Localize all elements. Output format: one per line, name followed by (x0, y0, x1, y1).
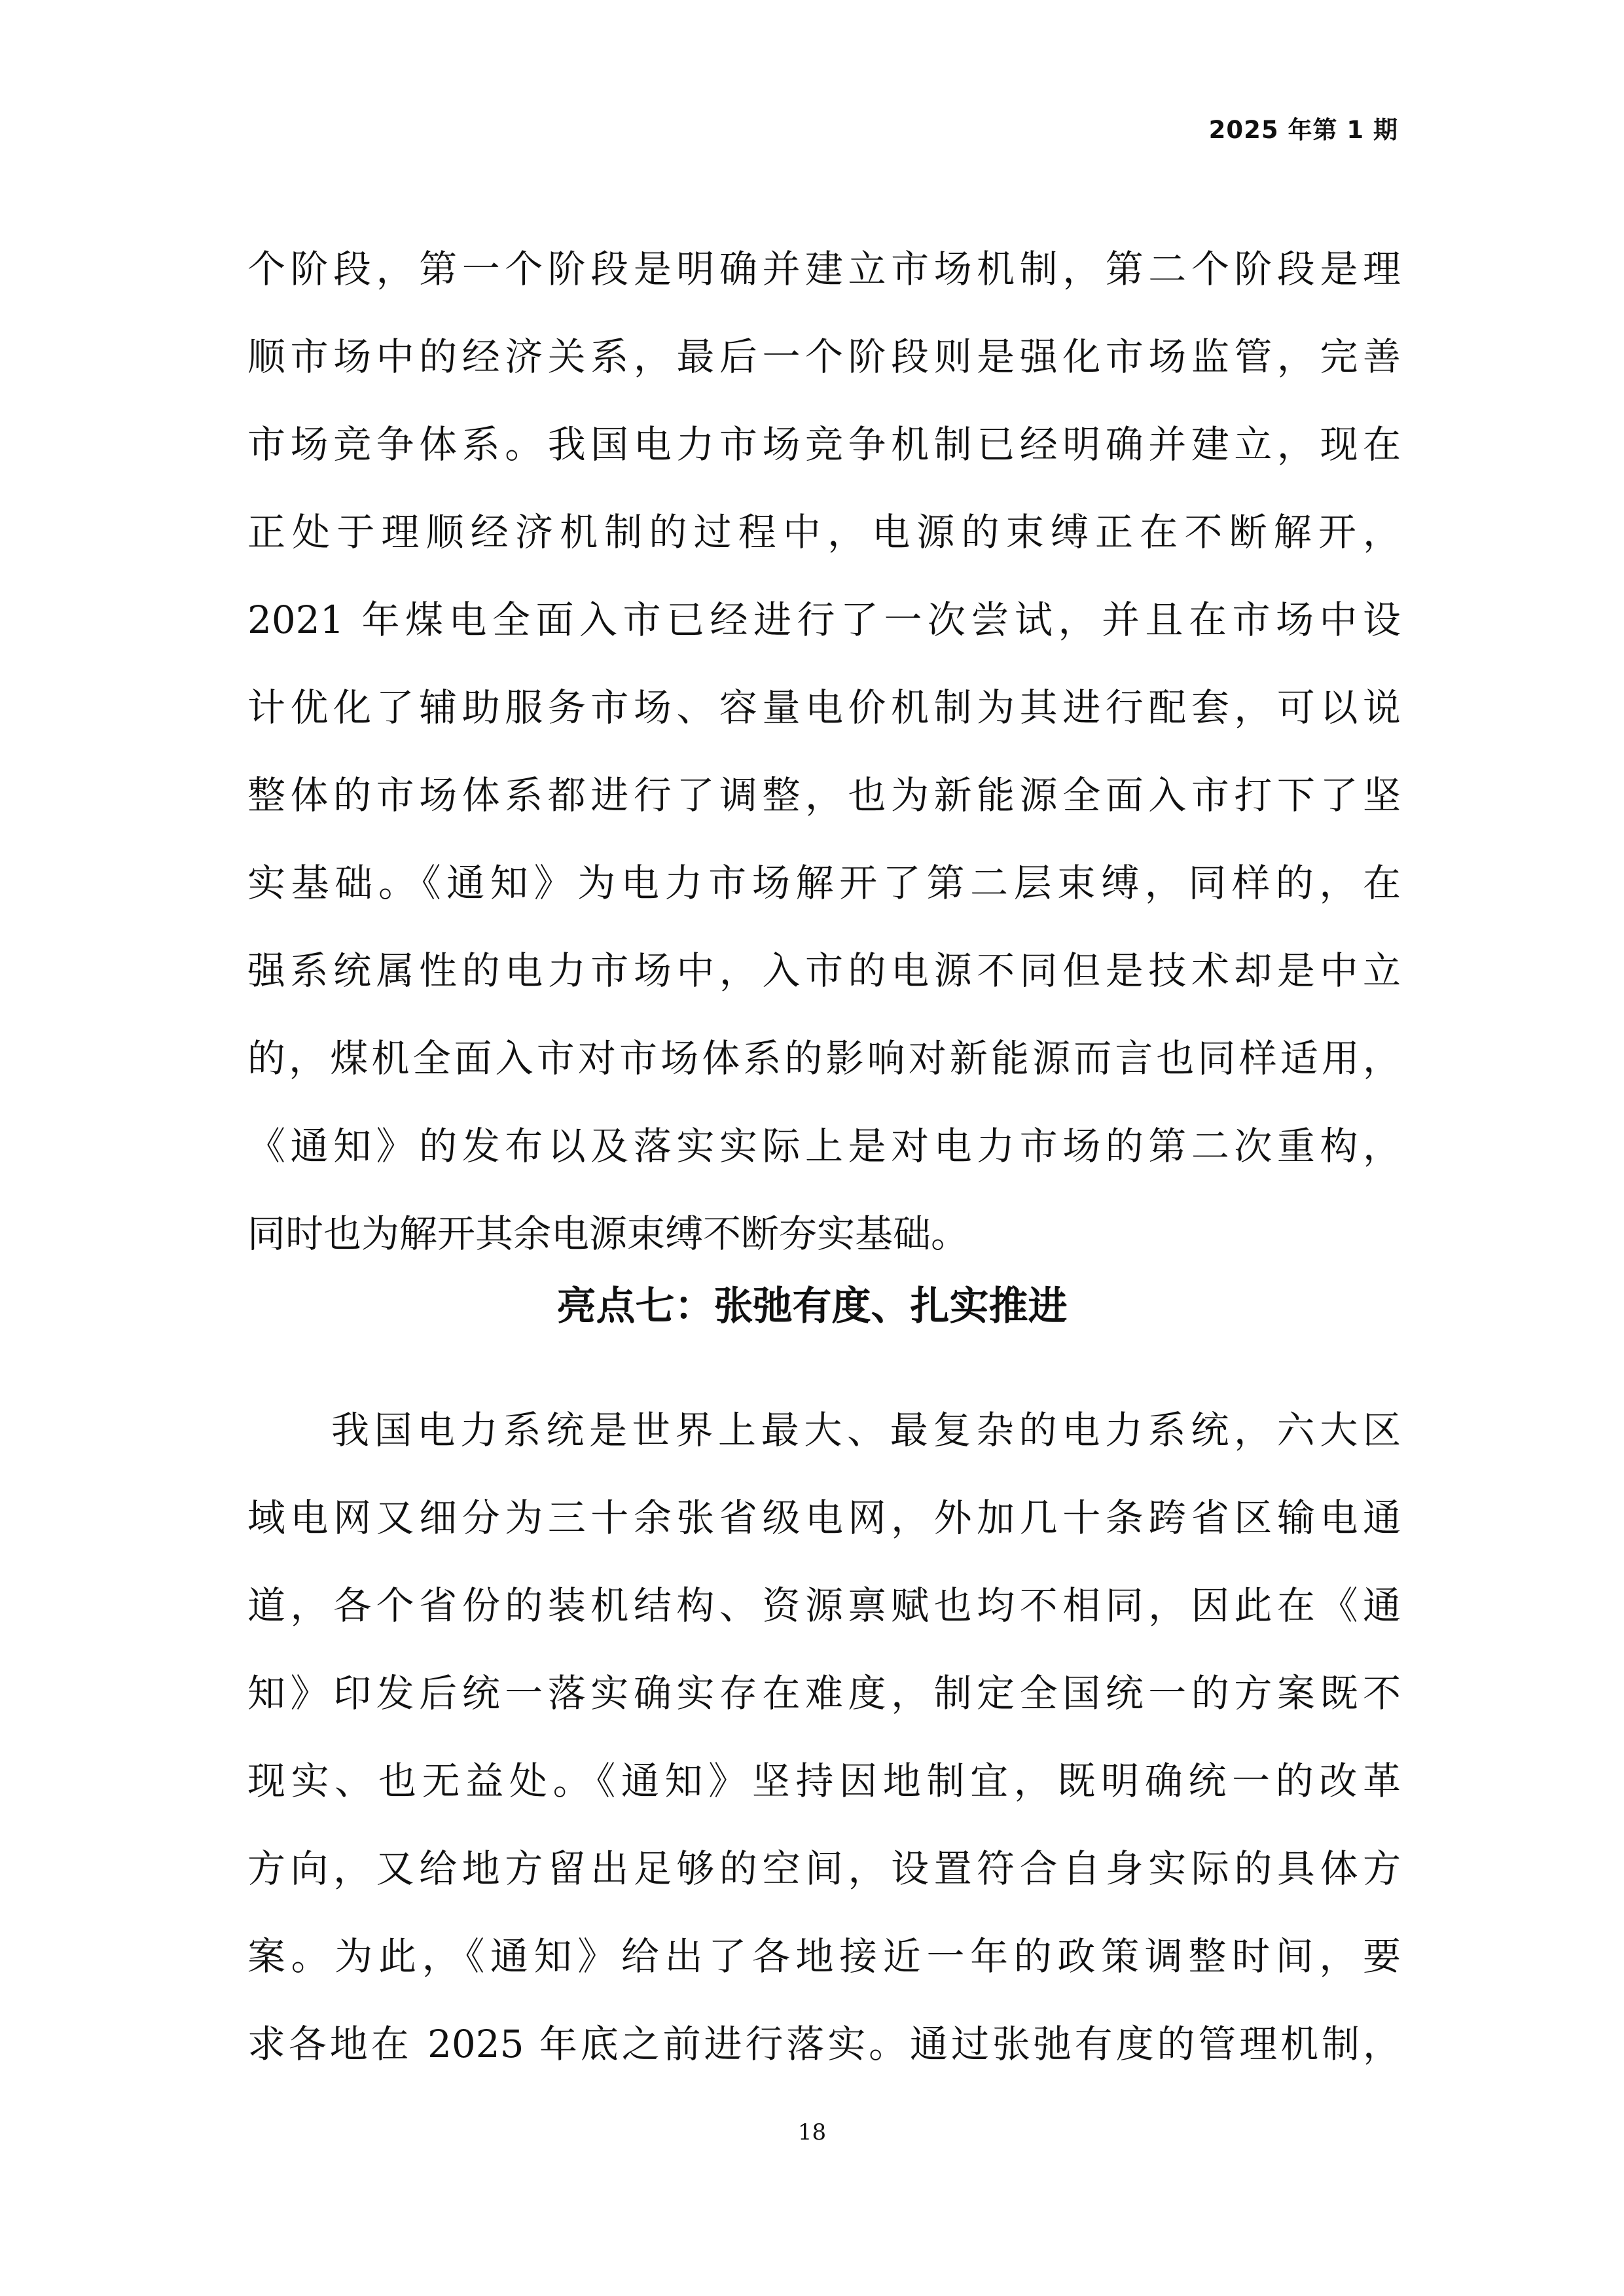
text-line: 的，煤机全面入市对市场体系的影响对新能源而言也同样适用， (247, 1036, 1401, 1081)
text-line: 求各地在 2025 年底之前进行落实。通过张弛有度的管理机制， (247, 2022, 1401, 2066)
issue-header: 2025 年第 1 期 (1208, 116, 1398, 144)
text-line: 实基础。《通知》为电力市场解开了第二层束缚，同样的，在 (247, 861, 1401, 905)
text-line: 方向，又给地方留出足够的空间，设置符合自身实际的具体方 (247, 1846, 1401, 1891)
section-heading: 亮点七：张弛有度、扎实推进 (556, 1283, 1068, 1329)
text-line: 顺市场中的经济关系，最后一个阶段则是强化市场监管，完善 (247, 334, 1401, 379)
text-line: 域电网又细分为三十余张省级电网，外加几十条跨省区输电通 (247, 1496, 1401, 1540)
text-line: 强系统属性的电力市场中，入市的电源不同但是技术却是中立 (247, 948, 1401, 993)
text-line: 整体的市场体系都进行了调整，也为新能源全面入市打下了坚 (247, 773, 1401, 817)
text-line: 道，各个省份的装机结构、资源禀赋也均不相同，因此在《通 (247, 1583, 1401, 1628)
text-line: 2021 年煤电全面入市已经进行了一次尝试，并且在市场中设 (247, 598, 1401, 642)
text-line: 市场竞争体系。我国电力市场竞争机制已经明确并建立，现在 (247, 422, 1401, 467)
text-line: 计优化了辅助服务市场、容量电价机制为其进行配套，可以说 (247, 685, 1401, 730)
text-line: 知》印发后统一落实确实存在难度，制定全国统一的方案既不 (247, 1671, 1401, 1715)
text-line: 我国电力系统是世界上最大、最复杂的电力系统，六大区 (331, 1408, 1401, 1452)
text-line: 个阶段，第一个阶段是明确并建立市场机制，第二个阶段是理 (247, 247, 1401, 291)
page-number: 18 (797, 2119, 827, 2145)
text-line: 《通知》的发布以及落实实际上是对电力市场的第二次重构， (247, 1124, 1401, 1168)
text-line: 同时也为解开其余电源束缚不断夯实基础。 (247, 1211, 969, 1256)
text-line: 现实、也无益处。《通知》坚持因地制宜，既明确统一的改革 (247, 1759, 1401, 1803)
text-line: 正处于理顺经济机制的过程中，电源的束缚正在不断解开， (247, 510, 1401, 554)
text-line: 案。为此，《通知》给出了各地接近一年的政策调整时间，要 (247, 1934, 1401, 1979)
